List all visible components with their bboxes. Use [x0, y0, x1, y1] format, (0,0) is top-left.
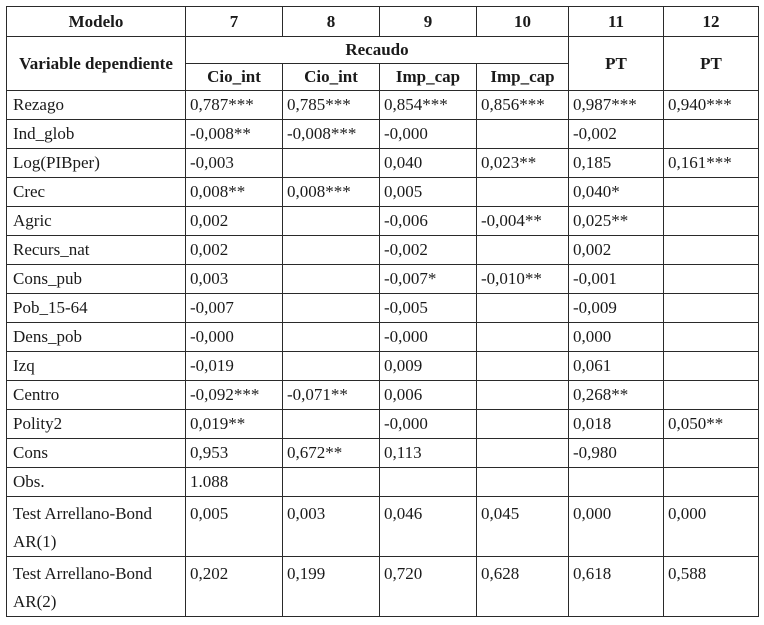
test-row — [7, 557, 759, 617]
coefficient-label: Polity2 — [7, 410, 186, 439]
coefficient-value: -0,071** — [283, 381, 380, 410]
coefficient-value: 0,787*** — [186, 91, 283, 120]
coefficient-label: Cons — [7, 439, 186, 468]
coefficient-value: 0,161*** — [664, 149, 759, 178]
coefficient-value: 0,008** — [186, 178, 283, 207]
coefficient-value — [664, 439, 759, 468]
coefficient-label: Dens_pob — [7, 323, 186, 352]
pt-header-11: PT — [569, 37, 664, 91]
coefficient-value: -0,008** — [186, 120, 283, 149]
dep-var-10: Imp_cap — [477, 64, 569, 91]
coefficient-value — [283, 352, 380, 381]
coefficient-value: 0,002 — [186, 236, 283, 265]
coefficient-value: -0,002 — [569, 120, 664, 149]
test-label: Test Arrellano-Bond AR(1) — [7, 497, 186, 557]
coefficient-value: 0,854*** — [380, 91, 477, 120]
coefficient-value: -0,000 — [380, 323, 477, 352]
coefficient-value: 0,940*** — [664, 91, 759, 120]
coefficient-value — [477, 410, 569, 439]
coefficient-row — [7, 352, 759, 381]
coefficient-value: 1.088 — [186, 468, 283, 497]
coefficient-value: 0,005 — [380, 178, 477, 207]
coefficient-value — [380, 468, 477, 497]
recaudo-header: Recaudo — [186, 37, 569, 64]
dep-var-8: Cio_int — [283, 64, 380, 91]
coefficient-label: Izq — [7, 352, 186, 381]
test-value: 0,199 — [283, 557, 380, 617]
coefficient-value — [477, 294, 569, 323]
coefficient-label: Log(PIBper) — [7, 149, 186, 178]
coefficient-value: -0,004** — [477, 207, 569, 236]
coefficient-value — [477, 178, 569, 207]
model-12-header: 12 — [664, 7, 759, 37]
coefficient-label: Recurs_nat — [7, 236, 186, 265]
coefficient-value: 0,856*** — [477, 91, 569, 120]
coefficient-label: Agric — [7, 207, 186, 236]
coefficient-label: Centro — [7, 381, 186, 410]
model-header-row — [7, 7, 759, 37]
coefficient-value: 0,008*** — [283, 178, 380, 207]
coefficient-value: 0,268** — [569, 381, 664, 410]
coefficient-value — [664, 468, 759, 497]
coefficient-value — [477, 352, 569, 381]
dep-var-7: Cio_int — [186, 64, 283, 91]
coefficient-value: -0,006 — [380, 207, 477, 236]
coefficient-value: 0,672** — [283, 439, 380, 468]
coefficient-value: -0,019 — [186, 352, 283, 381]
test-rows — [7, 497, 759, 617]
test-value: 0,720 — [380, 557, 477, 617]
coefficient-label: Crec — [7, 178, 186, 207]
coefficient-value: -0,092*** — [186, 381, 283, 410]
test-value: 0,202 — [186, 557, 283, 617]
coefficient-value: -0,009 — [569, 294, 664, 323]
coefficient-value: 0,003 — [186, 265, 283, 294]
modelo-header: Modelo — [7, 7, 186, 37]
coefficient-value — [477, 381, 569, 410]
test-row — [7, 497, 759, 557]
coefficient-row — [7, 265, 759, 294]
coefficient-value: 0,023** — [477, 149, 569, 178]
coefficient-value: -0,008*** — [283, 120, 380, 149]
variable-dependiente-header: Variable dependiente — [7, 37, 186, 91]
coefficient-value: 0,185 — [569, 149, 664, 178]
coefficient-row — [7, 91, 759, 120]
dependent-group-row — [7, 37, 759, 64]
coefficient-value: 0,987*** — [569, 91, 664, 120]
test-value: 0,628 — [477, 557, 569, 617]
coefficient-value: -0,003 — [186, 149, 283, 178]
model-7-header: 7 — [186, 7, 283, 37]
coefficient-row — [7, 323, 759, 352]
coefficient-label: Ind_glob — [7, 120, 186, 149]
coefficient-row — [7, 207, 759, 236]
coefficient-value — [283, 265, 380, 294]
model-8-header: 8 — [283, 7, 380, 37]
coefficient-value: 0,040 — [380, 149, 477, 178]
coefficient-value — [569, 468, 664, 497]
coefficient-label: Pob_15-64 — [7, 294, 186, 323]
coefficient-row — [7, 178, 759, 207]
coefficient-row — [7, 468, 759, 497]
coefficient-row — [7, 294, 759, 323]
coefficient-value: -0,000 — [186, 323, 283, 352]
coefficient-value — [283, 410, 380, 439]
coefficient-value — [477, 468, 569, 497]
test-value: 0,000 — [664, 497, 759, 557]
coefficient-value: 0,009 — [380, 352, 477, 381]
coefficient-value: -0,000 — [380, 120, 477, 149]
model-11-header: 11 — [569, 7, 664, 37]
coefficient-value: -0,000 — [380, 410, 477, 439]
test-value: 0,618 — [569, 557, 664, 617]
dep-var-9: Imp_cap — [380, 64, 477, 91]
coefficient-row — [7, 120, 759, 149]
coefficient-label: Rezago — [7, 91, 186, 120]
coefficient-value: 0,953 — [186, 439, 283, 468]
coefficient-value: -0,007 — [186, 294, 283, 323]
coefficient-value — [664, 178, 759, 207]
coefficient-value: 0,040* — [569, 178, 664, 207]
test-value: 0,046 — [380, 497, 477, 557]
coefficient-label: Obs. — [7, 468, 186, 497]
coefficient-value — [664, 323, 759, 352]
coefficient-value — [477, 120, 569, 149]
coefficient-value: -0,002 — [380, 236, 477, 265]
coefficient-value: 0,785*** — [283, 91, 380, 120]
coefficient-value: -0,980 — [569, 439, 664, 468]
coefficient-rows — [7, 91, 759, 497]
coefficient-row — [7, 149, 759, 178]
coefficient-label: Cons_pub — [7, 265, 186, 294]
coefficient-value: 0,025** — [569, 207, 664, 236]
coefficient-value: -0,010** — [477, 265, 569, 294]
coefficient-value — [477, 323, 569, 352]
coefficient-value — [477, 439, 569, 468]
coefficient-value — [283, 207, 380, 236]
pt-header-12: PT — [664, 37, 759, 91]
coefficient-row — [7, 410, 759, 439]
coefficient-value — [283, 149, 380, 178]
coefficient-value — [283, 294, 380, 323]
coefficient-value — [283, 323, 380, 352]
coefficient-value — [664, 381, 759, 410]
regression-table — [6, 6, 759, 617]
test-value: 0,588 — [664, 557, 759, 617]
coefficient-value: -0,007* — [380, 265, 477, 294]
coefficient-value: 0,006 — [380, 381, 477, 410]
coefficient-value — [283, 236, 380, 265]
coefficient-value: -0,005 — [380, 294, 477, 323]
test-value: 0,003 — [283, 497, 380, 557]
model-10-header: 10 — [477, 7, 569, 37]
coefficient-value — [283, 468, 380, 497]
coefficient-value — [477, 236, 569, 265]
model-9-header: 9 — [380, 7, 477, 37]
coefficient-row — [7, 236, 759, 265]
test-value: 0,005 — [186, 497, 283, 557]
test-value: 0,045 — [477, 497, 569, 557]
coefficient-value: 0,002 — [186, 207, 283, 236]
coefficient-value — [664, 236, 759, 265]
coefficient-value — [664, 265, 759, 294]
coefficient-value — [664, 352, 759, 381]
coefficient-value: 0,002 — [569, 236, 664, 265]
coefficient-row — [7, 439, 759, 468]
coefficient-value: 0,061 — [569, 352, 664, 381]
coefficient-value — [664, 207, 759, 236]
coefficient-value: 0,000 — [569, 323, 664, 352]
coefficient-value: 0,050** — [664, 410, 759, 439]
coefficient-value — [664, 294, 759, 323]
coefficient-value: 0,018 — [569, 410, 664, 439]
coefficient-value — [664, 120, 759, 149]
coefficient-row — [7, 381, 759, 410]
coefficient-value: 0,113 — [380, 439, 477, 468]
test-label: Test Arrellano-Bond AR(2) — [7, 557, 186, 617]
coefficient-value: -0,001 — [569, 265, 664, 294]
test-value: 0,000 — [569, 497, 664, 557]
coefficient-value: 0,019** — [186, 410, 283, 439]
